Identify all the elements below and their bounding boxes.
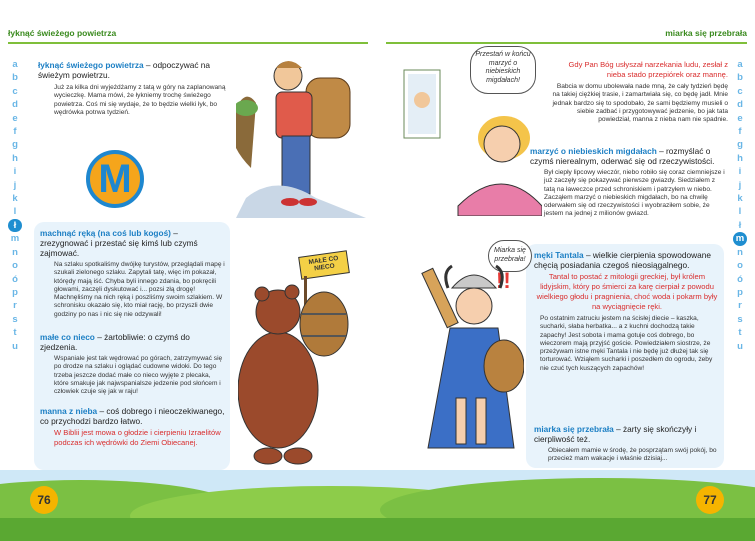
entry-definition: – rozmyślać o czymś nierealnym, oderwać się od rzeczywistości. <box>530 146 715 166</box>
alphabet-letter: g <box>12 139 18 151</box>
entry-definition: – zrezygnować i przestać się kimś lub czymś zajmować. <box>40 228 198 258</box>
alphabet-letter: t <box>13 327 17 339</box>
alphabet-letter: e <box>12 112 18 124</box>
entry-miarka <box>534 424 720 464</box>
alphabet-letter: k <box>737 193 743 205</box>
alphabet-letter: ł <box>738 219 742 231</box>
page-number-right: 77 <box>696 486 724 514</box>
entry-note: Tantal to postać z mitologii greckiej, był królem lidyjskim, który po śmierci za karę cierpiał z powodu wielkiego głodu i pragnienia, choć woda i pokarm były na wyciągnięcie ręki. <box>536 272 718 311</box>
alphabet-letter: p <box>737 286 743 298</box>
alphabet-letter: d <box>737 99 743 111</box>
alphabet-letter: c <box>737 85 743 97</box>
alphabet-letter: s <box>12 313 18 325</box>
alphabet-letter: b <box>737 72 743 84</box>
bear-illustration <box>238 250 366 470</box>
entry-manna <box>40 406 226 448</box>
alphabet-letter: r <box>738 300 742 312</box>
entry-term: miarka się przebrała <box>534 424 614 434</box>
alphabet-letter: s <box>737 313 743 325</box>
dreaming-girl-illustration <box>396 66 542 216</box>
alphabet-letter: i <box>13 166 17 178</box>
hiker-illustration <box>236 48 366 218</box>
alphabet-letter: a <box>12 59 18 70</box>
entry-example: Babcia w domu ubolewała nade mną, że cały tydzień będę na takiej ciężkiej trasie, i zamartwiała się, co będę jadł. Mnie jednak bardzo się to spodobało, że sami będziemy musieli o siebie zadbać i przygotowywać jedzenie, bo jak tata powiedział, manna z nieba nam nie spadnie. <box>552 83 728 124</box>
svg-text:!!: !! <box>496 268 511 293</box>
alphabet-letter: u <box>737 340 743 352</box>
entry-definition: – żarty się skończyły i cierpliwość też. <box>534 424 697 444</box>
landscape-footer <box>0 470 755 541</box>
entry-meki-tantala <box>534 250 720 373</box>
entry-term: machnąć ręką (na coś lub kogoś) <box>40 228 171 238</box>
right-header-rule <box>386 42 747 44</box>
entry-example: Na szlaku spotkaliśmy dwójkę turystów, przeglądali mapę i szukali zielonego szlaku. Zapytali tatę, więc im pokazał, którędy mają iść. Chyba byli innego zdania, bo pokręcili głowami, zaczęli dyskutować i... pozsi złą drogę! Machnęliśmy na nich ręką i poszliśmy swoim szlakiem. W schronisku okazało się, kto miał rację, bo przyszli dwie godziny po nas i nic się nie odzywali! <box>54 261 225 318</box>
alphabet-letter: h <box>737 152 743 164</box>
alphabet-letter: b <box>12 72 18 84</box>
entry-definition: – żartobliwie: o czymś do zjedzenia. <box>40 332 190 352</box>
alphabet-letter: n <box>737 246 743 258</box>
barrel-sign: MAŁE CO NIECO <box>308 254 339 273</box>
alphabet-letter: r <box>13 300 17 312</box>
alphabet-letter: ó <box>12 273 18 285</box>
entry-example: Już za kilka dni wyjeżdżamy z tatą w góry na zaplanowaną wycieczkę. Mama mówi, że łykniemy trochę świeżego powietrza. Coś mi się wydaje, że to będzie wielki łyk, bo wędrówka potrwa tydzień. <box>54 84 226 116</box>
entry-term: marzyć o niebieskich migdałach <box>530 146 657 156</box>
entry-machnac <box>40 228 226 319</box>
alphabet-letter: m <box>10 233 20 245</box>
alphabet-letter: t <box>738 327 742 339</box>
entry-example: Wspaniale jest tak wędrować po górach, zatrzymywać się po drodze na szlaku i oglądać cudowne widoki. Do tego trzeba jeszcze dodać małe co nieco wyjęte z plecaka, które smakuje jak najwspanialsze jedzenie pod słońcem i człowiek czuje się jak w raju! <box>54 355 223 396</box>
alphabet-letter: e <box>737 112 743 124</box>
left-alphabet-index <box>8 58 22 353</box>
entry-definition: – wielkie cierpienia spowodowane chęcią posiadania czegoś nieosiągalnego. <box>534 250 711 270</box>
entry-note: W Biblii jest mowa o głodzie i cierpieniu Izraelitów podczas ich wędrówki do Ziemi Obiecanej. <box>54 428 221 447</box>
right-running-header: miarka się przebrała <box>665 28 747 38</box>
entry-marzyc <box>530 146 726 219</box>
alphabet-letter: f <box>13 126 17 138</box>
alphabet-letter: o <box>12 260 18 272</box>
alphabet-letter: g <box>737 139 743 151</box>
entry-definition: – coś dobrego i nieoczekiwanego, co przychodzi bardzo łatwo. <box>40 406 225 426</box>
right-alphabet-index <box>733 58 747 353</box>
left-running-header: łyknąć świeżego powietrza <box>8 28 117 38</box>
alphabet-letter: d <box>12 99 18 111</box>
entry-note: Gdy Pan Bóg usłyszał narzekania ludu, zesłał z nieba stado przepiórek oraz mannę. <box>568 60 728 79</box>
alphabet-letter: j <box>13 179 17 191</box>
alphabet-letter: l <box>13 206 17 218</box>
entry-term: łyknąć świeżego powietrza <box>38 60 144 70</box>
entry-male-co-nieco <box>40 332 226 396</box>
entry-manna-continued <box>548 60 728 124</box>
alphabet-letter: h <box>12 152 18 164</box>
speech-bubble-boy: Miarka się przebrała! <box>488 240 532 272</box>
alphabet-letter: ł <box>8 219 22 232</box>
alphabet-letter: n <box>12 246 18 258</box>
alphabet-letter: j <box>738 179 742 191</box>
entry-example: Po ostatnim zatruciu jestem na ścisłej diecie – kaszka, sucharki, słaba herbatka... a z kuchni dochodzą takie zapachy! Jest sobota i mama gotuje coś dobrego, bo wieczorem mają przyjść goście. Powiedziałem siostrze, że przeżywam istne męki Tantala i nie będę już dłużej tak się torturować. Wziąłem sucharki i poszedłem do ogrodu, żeby nie czuć tych kuszących zapachów! <box>540 315 713 372</box>
page-number-left: 76 <box>30 486 58 514</box>
alphabet-letter: i <box>738 166 742 178</box>
entry-term: manna z nieba <box>40 406 98 416</box>
alphabet-letter: p <box>12 286 18 298</box>
entry-definition: – odpoczywać na świeżym powietrzu. <box>38 60 211 80</box>
alphabet-letter: k <box>12 193 18 205</box>
big-letter-badge: M <box>86 150 144 208</box>
speech-bubble-girl: Przestań w końcu marzyć o niebieskich migdałach! <box>470 46 536 94</box>
entry-term: męki Tantala <box>534 250 584 260</box>
entry-term: małe co nieco <box>40 332 95 342</box>
entry-example: Obiecałem mamie w środę, że posprzątam swój pokój, bo przecież mam wakacje i właśnie dzisiaj... <box>548 447 717 463</box>
alphabet-letter: ó <box>737 273 743 285</box>
viking-boy-illustration <box>394 248 524 458</box>
entry-example: Był ciepły lipcowy wieczór, niebo robiło się coraz ciemniejsze i już zaczęły się pokazywać pierwsze gwiazdy. Siedziałem z tatą na ławeczce przed schroniskiem i patrzyłem w niebo. Zacząłem marzyć o niebieskich migdałach, bo na chwilę oderwałem się od rzeczywistości i wyobraziłem sobie, że jestem na jednej z milionów gwiazd. <box>544 169 725 218</box>
left-header-rule <box>8 42 368 44</box>
entry-lyknac <box>38 60 233 117</box>
alphabet-letter: c <box>12 85 18 97</box>
alphabet-letter: a <box>737 59 743 70</box>
alphabet-letter: l <box>738 206 742 218</box>
alphabet-letter: f <box>738 126 742 138</box>
alphabet-letter: o <box>737 260 743 272</box>
alphabet-letter: u <box>12 340 18 352</box>
alphabet-letter: m <box>733 232 747 245</box>
